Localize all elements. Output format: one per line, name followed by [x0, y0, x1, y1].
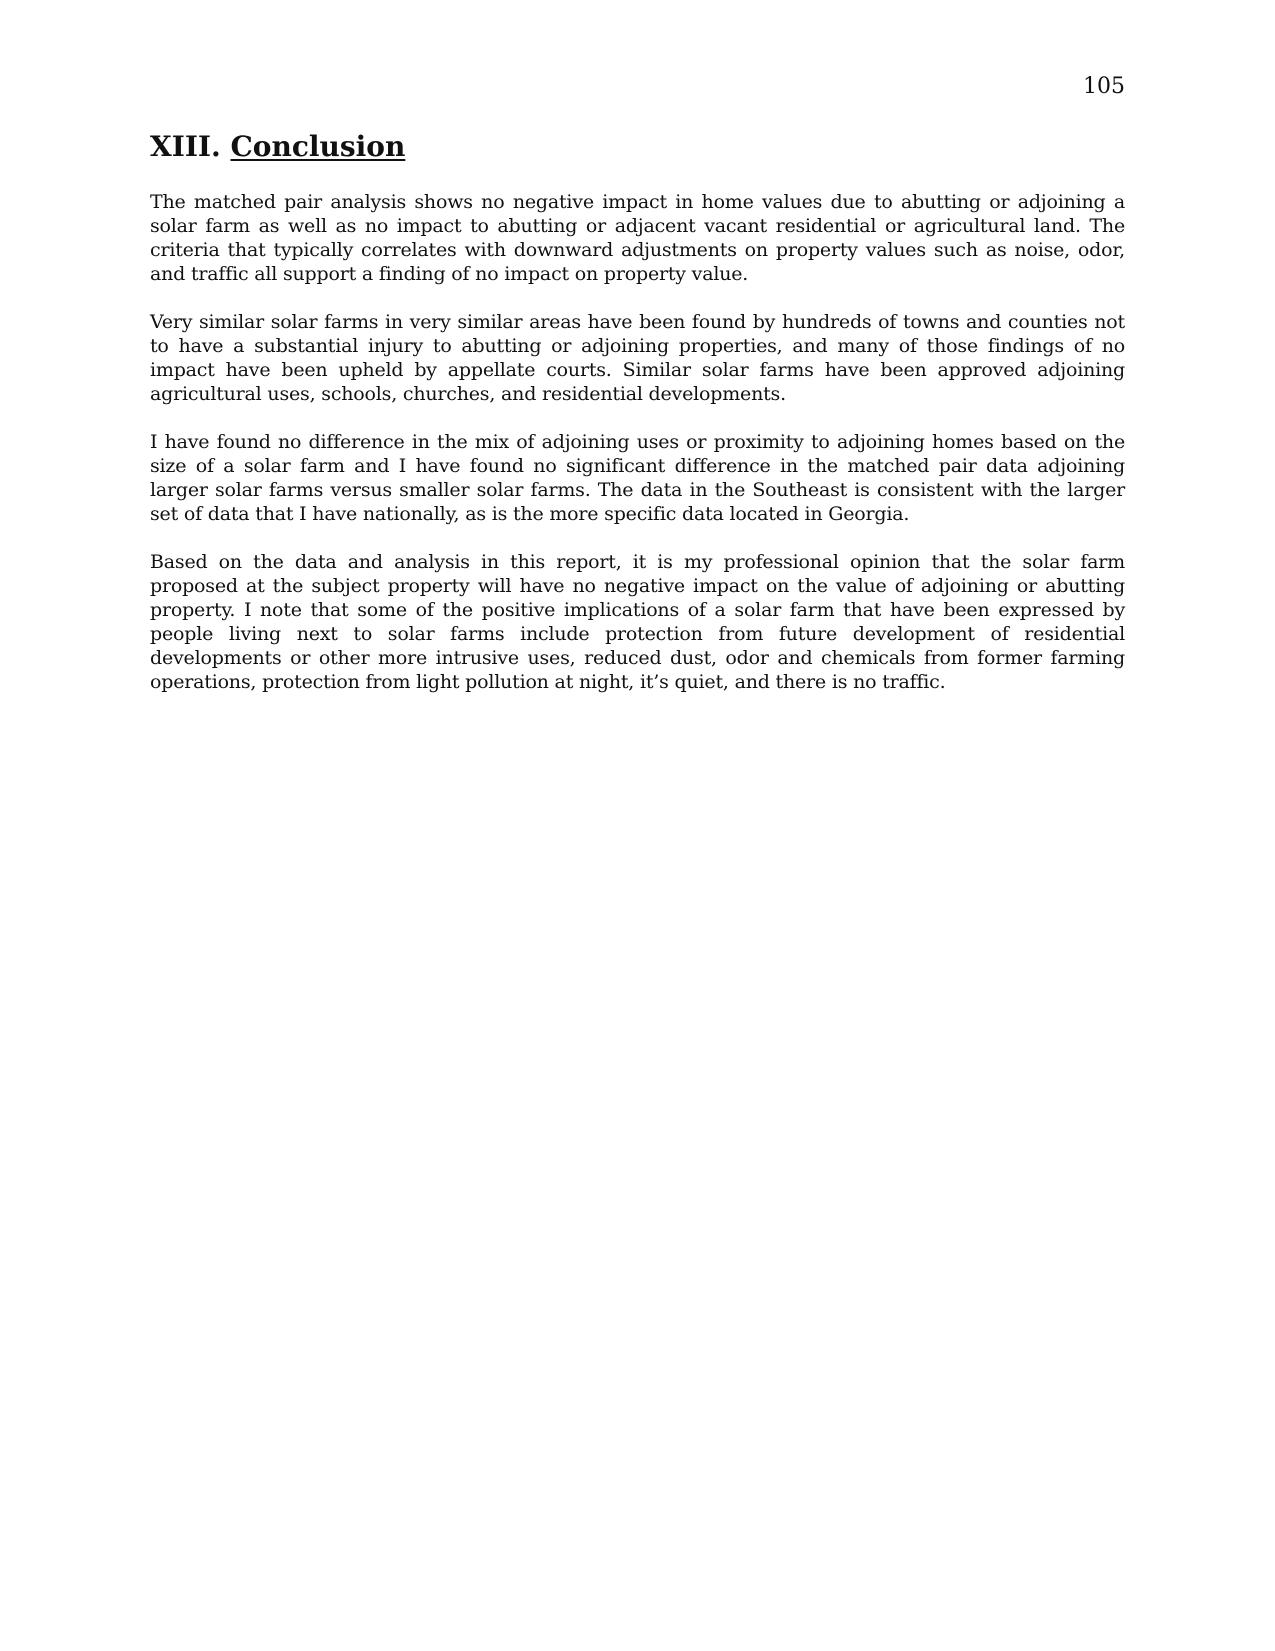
paragraph-2: Very similar solar farms in very similar areas have been found by hundreds of towns and counties not to have a substantial injury to abutting or adjoining properties, and many of those findings of no impact have been upheld by appellate courts. Similar solar farms have been approved adjoining agricultural uses, schools, churches, and residential developments. [150, 310, 1125, 405]
paragraph-4: Based on the data and analysis in this report, it is my professional opinion that the solar farm proposed at the subject property will have no negative impact on the value of adjoining or abutting property. I note that some of the positive implications of a solar farm that have been expressed by people living next to solar farms include protection from future development of residential developments or other more intrusive uses, reduced dust, odor and chemicals from former farming operations, protection from light pollution at night, it’s quiet, and there is no traffic. [150, 550, 1125, 693]
paragraph-1: The matched pair analysis shows no negative impact in home values due to abutting or adjoining a solar farm as well as no impact to abutting or adjacent vacant residential or agricultural land. The criteria that typically correlates with downward adjustments on property values such as noise, odor, and traffic all support a finding of no impact on property value. [150, 190, 1125, 285]
paragraph-3: I have found no difference in the mix of adjoining uses or proximity to adjoining homes based on the size of a solar farm and I have found no significant difference in the matched pair data adjoining larger solar farms versus smaller solar farms. The data in the Southeast is consistent with the larger set of data that I have nationally, as is the more specific data located in Georgia. [150, 430, 1125, 525]
page-number: 105 [1083, 74, 1125, 99]
document-body [150, 130, 1125, 718]
section-title: Conclusion [230, 130, 406, 163]
section-number: XIII. [150, 130, 221, 163]
section-heading [150, 130, 1125, 164]
